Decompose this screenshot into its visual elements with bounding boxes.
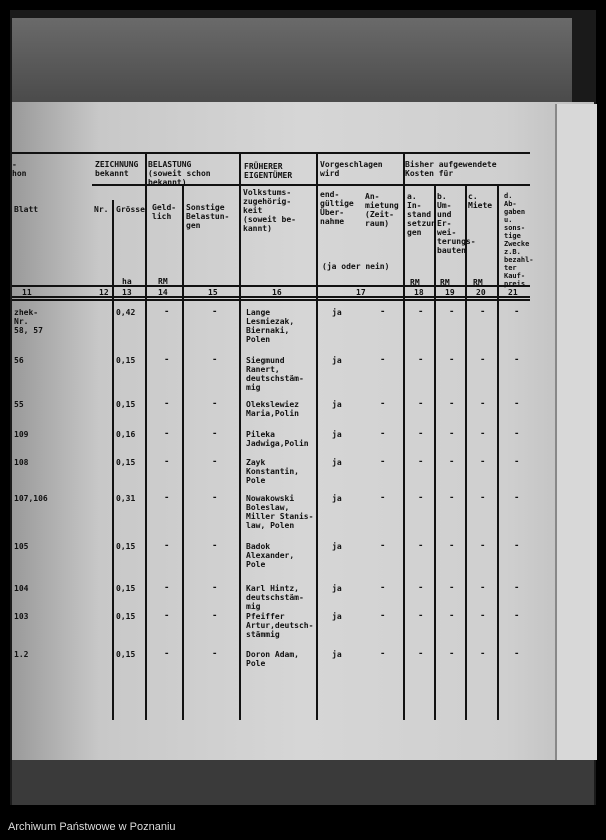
header-belastung: BELASTUNG (soweit schon bekannt) [148,160,211,187]
row-dash-anmietung: - [380,649,386,659]
left-partial-header: - hon [12,160,27,178]
row-dash-20: - [480,493,486,503]
header-blatt: Blatt [14,205,39,214]
row-owner: Doron Adam, Pole [246,650,299,668]
row-dash-21: - [514,307,520,317]
row-dash-18: - [418,583,424,593]
row-ja: ja [332,400,342,409]
header-volkstum: Volkstums- zugehörig- keit (soweit be- kannt) [243,188,296,233]
row-size: 0,42 [116,308,136,317]
row-owner: Karl Hintz, deutschstäm- mig [246,584,304,611]
row-owner: Siegmund Ranert, deutschstäm- mig [246,356,304,392]
header-top-line [12,152,530,154]
row-dash-20: - [480,355,486,365]
row-dash-20: - [480,457,486,467]
row-ja: ja [332,612,342,621]
column-number: 17 [356,288,366,297]
row-blatt: 56 [14,356,24,365]
row-dash-20: - [480,399,486,409]
header-enduebernahme: end- gültige Über- nahme [320,190,354,226]
row-dash-18: - [418,493,424,503]
row-dash-geldlich: - [164,307,170,317]
unit-rm-20: RM [473,278,483,287]
row-dash-18: - [418,457,424,467]
unit-rm-19: RM [440,278,450,287]
row-ja: ja [332,584,342,593]
column-number: 21 [508,288,518,297]
row-dash-21: - [514,429,520,439]
row-dash-19: - [449,649,455,659]
col-line-1 [112,200,114,720]
col-line-8 [465,184,467,720]
unit-rm-14: RM [158,277,168,286]
upper-sheet [12,18,572,104]
row-size: 0,15 [116,458,136,467]
row-dash-19: - [449,429,455,439]
header-umbau: b. Um- und Er- wei- terungs- bauten [437,192,476,255]
row-dash-21: - [514,649,520,659]
header-sonstige: Sonstige Belastun- gen [186,203,230,230]
header-vorgeschlagen: Vorgeschlagen wird [320,160,383,178]
row-dash-sonstige: - [212,611,218,621]
row-owner: Pileka Jadwiga,Polin [246,430,309,448]
row-size: 0,15 [116,584,136,593]
archive-footer: Archiwum Państwowe w Poznaniu [8,821,176,833]
row-blatt: 107,106 [14,494,48,503]
row-size: 0,31 [116,494,136,503]
unit-ha: ha [122,277,132,286]
row-owner: Nowakowski Boleslaw, Miller Stanis- law, Polen [246,494,314,530]
row-blatt: zhek- Nr. 58, 57 [14,308,43,335]
row-dash-19: - [449,541,455,551]
header-ja-nein: (ja oder nein) [322,262,390,271]
column-number: 20 [476,288,486,297]
column-number: 19 [445,288,455,297]
row-dash-geldlich: - [164,541,170,551]
row-dash-geldlich: - [164,611,170,621]
unit-rm-18: RM [410,278,420,287]
row-dash-19: - [449,399,455,409]
column-number-line-bottom2 [12,299,530,301]
header-groesse: Grösse [116,205,145,214]
row-ja: ja [332,458,342,467]
row-dash-19: - [449,493,455,503]
col-line-4 [239,154,241,720]
row-dash-sonstige: - [212,307,218,317]
row-dash-sonstige: - [212,541,218,551]
row-dash-18: - [418,399,424,409]
row-dash-sonstige: - [212,355,218,365]
row-dash-anmietung: - [380,307,386,317]
col-line-6 [403,154,405,720]
row-owner: Olekslewiez Maria,Polin [246,400,299,418]
row-owner: Lange Lesmiezak, Biernaki, Polen [246,308,295,344]
row-owner: Zayk Konstantin, Pole [246,458,299,485]
row-dash-20: - [480,649,486,659]
row-dash-19: - [449,457,455,467]
row-dash-anmietung: - [380,541,386,551]
row-dash-21: - [514,457,520,467]
row-dash-sonstige: - [212,457,218,467]
paper-edge [555,104,597,760]
row-dash-21: - [514,399,520,409]
row-dash-anmietung: - [380,583,386,593]
row-dash-anmietung: - [380,611,386,621]
row-blatt: 109 [14,430,29,439]
column-number: 14 [158,288,168,297]
row-dash-sonstige: - [212,493,218,503]
col-line-9 [497,184,499,720]
row-ja: ja [332,308,342,317]
row-dash-19: - [449,583,455,593]
row-dash-18: - [418,307,424,317]
header-zeichnung: ZEICHNUNG bekannt [95,160,139,178]
row-ja: ja [332,542,342,551]
col-line-7 [434,184,436,720]
row-dash-sonstige: - [212,399,218,409]
header-instand: a. In- stand setzun gen [407,192,436,237]
row-dash-geldlich: - [164,649,170,659]
row-dash-anmietung: - [380,355,386,365]
col-line-3 [182,184,184,720]
row-dash-21: - [514,541,520,551]
row-dash-21: - [514,355,520,365]
column-number: 11 [22,288,32,297]
row-blatt: 1.2 [14,650,29,659]
bottom-band [12,760,594,805]
row-blatt: 55 [14,400,24,409]
row-size: 0,15 [116,612,136,621]
row-dash-21: - [514,583,520,593]
column-number-line-top [12,285,530,287]
header-miete: c. Miete [468,192,493,210]
row-owner: Badok Alexander, Pole [246,542,295,569]
row-blatt: 103 [14,612,29,621]
column-number: 16 [272,288,282,297]
header-bisher: Bisher aufgewendete Kosten für [405,160,497,178]
row-blatt: 105 [14,542,29,551]
row-blatt: 104 [14,584,29,593]
col-line-5 [316,154,318,720]
row-dash-sonstige: - [212,583,218,593]
row-ja: ja [332,650,342,659]
row-size: 0,15 [116,542,136,551]
header-geldlich: Geld- lich [152,203,177,221]
row-dash-19: - [449,355,455,365]
col-line-2 [145,154,147,720]
row-size: 0,15 [116,400,136,409]
header-anmietung: An- mietung (Zeit- raum) [365,192,399,228]
row-dash-20: - [480,611,486,621]
row-dash-geldlich: - [164,399,170,409]
row-dash-anmietung: - [380,493,386,503]
column-number: 12 [99,288,109,297]
row-ja: ja [332,356,342,365]
row-dash-18: - [418,541,424,551]
header-abgaben: d. Ab- gaben u. sons- tige Zwecke z.B. bezahl- ter Kauf- preis [504,192,534,288]
row-dash-18: - [418,355,424,365]
row-size: 0,15 [116,356,136,365]
row-dash-20: - [480,541,486,551]
row-blatt: 108 [14,458,29,467]
column-number: 18 [414,288,424,297]
row-dash-18: - [418,429,424,439]
row-dash-20: - [480,583,486,593]
row-dash-sonstige: - [212,649,218,659]
row-ja: ja [332,494,342,503]
row-dash-18: - [418,611,424,621]
column-number: 13 [122,288,132,297]
row-size: 0,15 [116,650,136,659]
row-ja: ja [332,430,342,439]
row-dash-anmietung: - [380,429,386,439]
column-number: 15 [208,288,218,297]
row-dash-21: - [514,611,520,621]
row-dash-geldlich: - [164,355,170,365]
row-dash-20: - [480,429,486,439]
header-frueherer: FRÜHERER EIGENTÜMER [244,162,293,180]
row-dash-geldlich: - [164,493,170,503]
row-dash-21: - [514,493,520,503]
row-dash-geldlich: - [164,457,170,467]
row-size: 0,16 [116,430,136,439]
row-owner: Pfeiffer Artur,deutsch- stämmig [246,612,314,639]
row-dash-sonstige: - [212,429,218,439]
header-nr: Nr. [94,205,109,214]
row-dash-19: - [449,611,455,621]
row-dash-geldlich: - [164,583,170,593]
row-dash-20: - [480,307,486,317]
row-dash-anmietung: - [380,457,386,467]
row-dash-geldlich: - [164,429,170,439]
row-dash-anmietung: - [380,399,386,409]
row-dash-18: - [418,649,424,659]
row-dash-19: - [449,307,455,317]
